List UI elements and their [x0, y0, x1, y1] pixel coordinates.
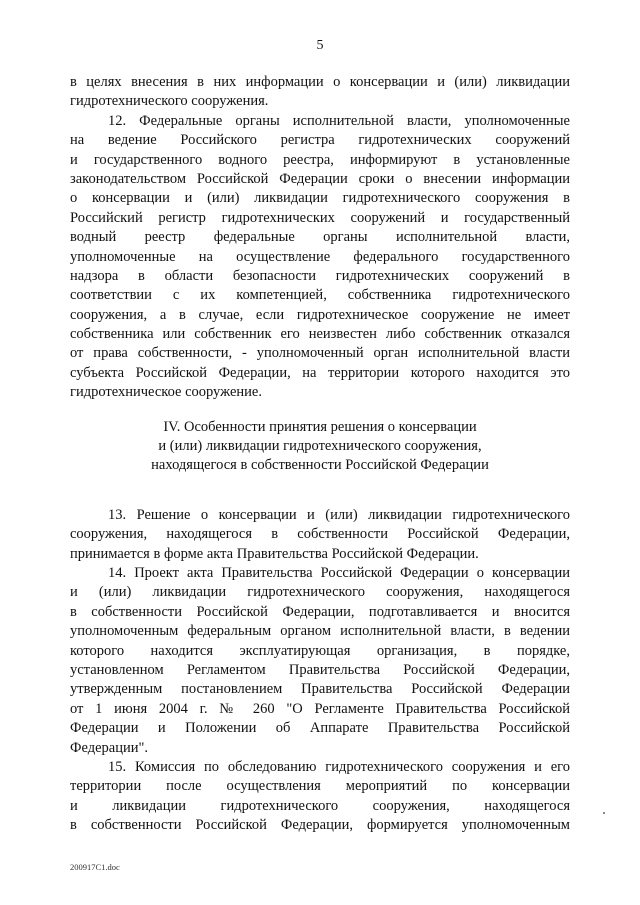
- text-line: о консервации и (или) ликвидации гидротехнического сооружения в: [70, 190, 570, 207]
- text-line: утвержденным постановлением Правительства Российской Федерации: [70, 681, 570, 698]
- text-line: 14. Проект акта Правительства Российской Федерации о консервации: [108, 565, 570, 582]
- text-line: территории после осуществления мероприятий по консервации: [70, 778, 570, 795]
- text-line: сооружения, а в случае, если гидротехническое сооружение не имеет: [70, 306, 570, 323]
- section-heading: [70, 418, 570, 476]
- text-line: которого находится эксплуатирующая организация, в порядке,: [70, 642, 570, 659]
- text-line: установленном Регламентом Правительства Российской Федерации,: [70, 661, 570, 678]
- text-line: Федерации".: [70, 739, 149, 756]
- file-name-footer: 200917C1.doc: [70, 862, 120, 872]
- text-line: Федерации и Положении об Аппарате Правительства Российской: [70, 720, 570, 737]
- heading-line: и (или) ликвидации гидротехнического сооружения,: [158, 438, 482, 455]
- page-number: 5: [316, 38, 324, 53]
- paragraph-14: [70, 564, 570, 758]
- paragraph-13: [70, 506, 570, 564]
- text-line: 15. Комиссия по обследованию гидротехнического сооружения и его: [108, 758, 570, 775]
- text-line: гидротехническое сооружение.: [70, 384, 262, 401]
- text-line: уполномоченным федеральным органом исполнительной власти, в ведении: [70, 623, 570, 640]
- text-line: в целях внесения в них информации о консервации и (или) ликвидации: [70, 74, 570, 90]
- text-line: и государственного водного реестра, информируют в установленные: [70, 151, 570, 168]
- text-line: и ликвидации гидротехнического сооружения, находящегося: [70, 797, 570, 814]
- text-line: Российский регистр гидротехнических сооружений и государственный: [70, 209, 570, 226]
- text-line: на ведение Российского регистра гидротехнических сооружений: [70, 132, 570, 149]
- heading-line: IV. Особенности принятия решения о консервации: [163, 418, 477, 435]
- paragraph-12: [70, 112, 570, 403]
- text-line: субъекта Российской Федерации, на территории которого находится это: [70, 364, 570, 381]
- text-line: водный реестр федеральные органы исполнительной власти,: [70, 229, 570, 246]
- text-line: законодательством Российской Федерации сроки о внесении информации: [70, 170, 570, 187]
- text-line: соответствии с их компетенцией, собственника гидротехнического: [70, 287, 570, 304]
- text-line: надзора в области безопасности гидротехнических сооружений в: [70, 267, 570, 284]
- document-body: [70, 73, 570, 836]
- heading-line: находящегося в собственности Российской Федерации: [151, 457, 489, 474]
- text-line: в собственности Российской Федерации, подготавливается и вносится: [70, 603, 570, 620]
- scan-speck: [603, 812, 605, 814]
- paragraph-continuation: [70, 73, 570, 112]
- text-line: 13. Решение о консервации и (или) ликвидации гидротехнического: [108, 506, 570, 523]
- text-line: гидротехнического сооружения.: [70, 93, 269, 110]
- text-line: принимается в форме акта Правительства Российской Федерации.: [70, 545, 479, 562]
- text-line: собственника или собственник его неизвестен либо собственник отказался: [70, 326, 570, 343]
- text-line: от права собственности, - уполномоченный орган исполнительной власти: [70, 345, 570, 362]
- text-line: уполномоченные на осуществление федерального государственного: [70, 248, 570, 265]
- text-line: и (или) ликвидации гидротехнического сооружения, находящегося: [70, 584, 570, 601]
- text-line: сооружения, находящегося в собственности Российской Федерации,: [70, 526, 570, 543]
- paragraph-15: [70, 758, 570, 836]
- text-line: в собственности Российской Федерации, формируется уполномоченным: [70, 817, 570, 834]
- text-line: 12. Федеральные органы исполнительной власти, уполномоченные: [108, 112, 570, 129]
- text-line: от 1 июня 2004 г. № 260 "О Регламенте Правительства Российской: [70, 700, 570, 717]
